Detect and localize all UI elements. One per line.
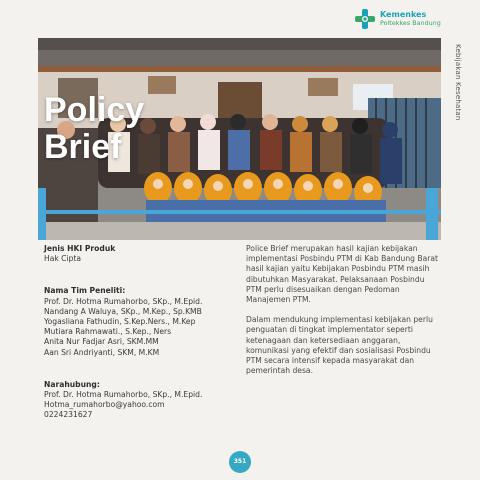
team-member: Aan Sri Andriyanti, SKM, M.KM <box>44 347 160 357</box>
brand-name: Kemenkes <box>380 10 427 20</box>
page-number: 351 <box>229 451 251 473</box>
hero-title-line2: Brief <box>44 128 122 166</box>
summary-column <box>246 244 442 386</box>
team-label: Nama Tim Peneliti: <box>44 286 126 296</box>
hero-title <box>44 92 144 166</box>
contact-email: Hotma_rumahorbo@yahoo.com <box>44 400 165 410</box>
summary-paragraph-2: Dalam mendukung implementasi kebijakan perlu penguatan di tingkat implementator seperti ketenagaan dan ketersediaan anggaran, komunikasi yang efektif dan sosialisasi Posbindu PTM secara intensif kepada masyarakat dan pemerintah desa. <box>246 315 433 376</box>
jenis-value: Hak Cipta <box>44 254 82 264</box>
kemenkes-logo <box>354 8 450 30</box>
jenis-label: Jenis HKI Produk <box>44 244 116 253</box>
team-member: Prof. Dr. Hotma Rumahorbo, SKp., M.Epid. <box>44 296 203 306</box>
team-member: Mutiara Rahmawati., S.Kep., Ners <box>44 327 172 337</box>
kemenkes-emblem-icon <box>354 8 376 30</box>
contact-phone: 0224231627 <box>44 410 93 420</box>
team-member: Anita Nur Fadjar Asri, SKM.MM <box>44 337 159 347</box>
group-photo <box>38 38 441 240</box>
section-tag: Kebijakan Kesehatan <box>454 44 462 121</box>
team-member: Nandang A Waluya, SKp., M.Kep., Sp.KMB <box>44 306 202 316</box>
team-member: Yogasliana Fathudin, S.Kep.Ners., M.Kep <box>44 317 196 327</box>
summary-paragraph-1: Police Brief merupakan hasil kajian kebijakan implementasi Posbindu PTM di Kab Bandung Barat hasil kajian yaitu Kebijakan Posbindu PTM masih dibutuhkan Masyarakat. Pelaksanaan Posbindu PTM perlu disesuaikan dengan Pedoman Manajemen PTM. <box>246 244 439 305</box>
info-column <box>44 244 234 435</box>
contact-label: Narahubung: <box>44 379 100 389</box>
hero-title-line1: Policy <box>44 91 145 129</box>
contact-name: Prof. Dr. Hotma Rumahorbo, SKp., M.Epid. <box>44 390 203 400</box>
brand-subname: Poltekkes Bandung <box>380 19 441 28</box>
